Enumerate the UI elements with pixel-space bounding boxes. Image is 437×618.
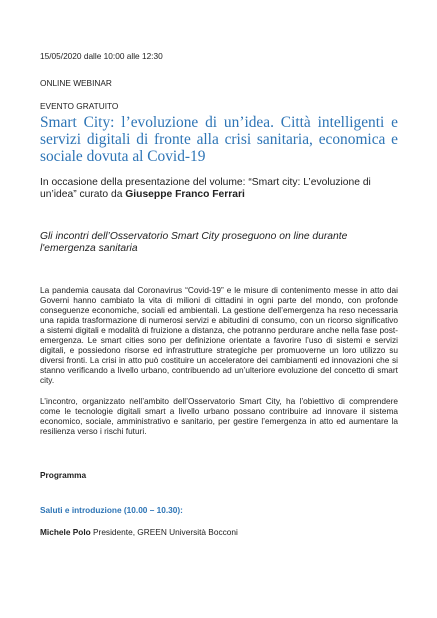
body-paragraph-1: La pandemia causata dal Coronavirus “Covid-19” e le misure di contenimento messe in atto dai Governi hanno cambiato la vita di milioni di cittadini in ogni parte del mondo, con profonde conseguenze economiche, sociali ed ambientali. La gestione dell’emergenza ha reso necessaria una rapida trasformazione di numerosi servizi e abitudini di consumo, con un ricorso significativo a sistemi digitali e modalità di fruizione a distanza, che potranno perdurare anche nella fase post-emergenza. Le smart cities sono per definizione orientate a favorire l’uso di sistemi e servizi digitali, e possiedono risorse ed infrastrutture strategiche per promuoverne un loro utilizzo su diversi fronti. La crisi in atto può costituire un acceleratore dei cambiamenti ed innovazioni che si stanno verificando a livello urbano, contribuendo ad un’ulteriore evoluzione del concetto di smart city. xyxy=(40,285,398,385)
event-subtitle xyxy=(40,177,398,201)
event-price: EVENTO GRATUITO xyxy=(40,101,119,111)
speaker-line xyxy=(40,527,398,537)
event-title: Smart City: l’evoluzione di un’idea. Città intelligenti e servizi digitali di fronte alla crisi sanitaria, economica e sociale dovuta al Covid-19 xyxy=(40,114,398,165)
highlight-text: Gli incontri dell’Osservatorio Smart City proseguono on line durante l'emergenza sanitaria xyxy=(40,231,348,254)
speaker-role: Presidente, GREEN Università Bocconi xyxy=(90,527,238,537)
speaker-name: Michele Polo xyxy=(40,527,91,537)
session-title: Saluti e introduzione (10.00 – 10.30): xyxy=(40,505,183,515)
subtitle-text: In occasione della presentazione del volume: “Smart city: L’evoluzione di un’idea” curato da xyxy=(40,177,371,200)
event-format: ONLINE WEBINAR xyxy=(40,78,112,88)
program-heading: Programma xyxy=(40,470,87,480)
book-author: Giuseppe Franco Ferrari xyxy=(125,189,245,200)
event-date-time: 15/05/2020 dalle 10:00 alle 12:30 xyxy=(40,51,163,61)
document-content xyxy=(40,51,398,537)
body-paragraph-2: L’incontro, organizzato nell’ambito dell’Osservatorio Smart City, ha l’obiettivo di comprendere come le tecnologie digitali smart a livello urbano possano contribuire ad innovare il sistema economico, sociale, amministrativo e sanitario, per gestire l’emergenza in atto ed aumentare la resilienza verso i rischi futuri. xyxy=(40,396,398,436)
